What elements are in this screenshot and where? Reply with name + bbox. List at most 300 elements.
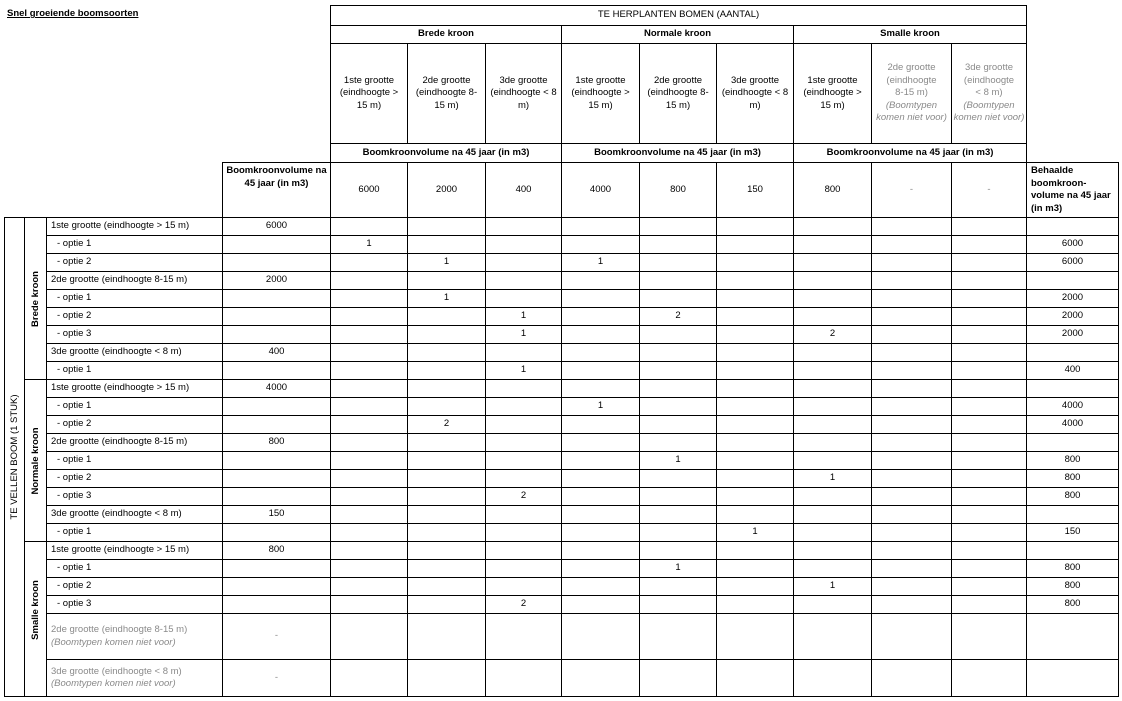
table-cell — [716, 523, 793, 541]
table-cell — [951, 307, 1026, 325]
table-cell — [951, 379, 1026, 397]
row-volume — [222, 307, 330, 325]
table-cell — [561, 541, 639, 559]
table-cell — [951, 559, 1026, 577]
row-result — [1026, 217, 1118, 235]
table-cell-value: 2 — [829, 328, 836, 339]
size-header-text — [416, 75, 477, 113]
table-cell — [330, 253, 407, 271]
table-cell — [716, 271, 793, 289]
table-cell — [793, 595, 871, 613]
table-cell — [716, 659, 793, 696]
size-header-line: (eindhoogte < 8 — [721, 87, 789, 99]
size-header-text — [722, 75, 788, 113]
row-group-label: Brede kroon — [29, 270, 41, 327]
table-cell — [485, 433, 561, 451]
row-result-value: 800 — [1064, 490, 1081, 502]
row-label — [46, 469, 222, 487]
side-label — [4, 217, 24, 696]
table-cell — [871, 361, 951, 379]
row-label — [46, 235, 222, 253]
row-result-value: 6000 — [1061, 238, 1084, 250]
size-header-line: 2de grootte — [653, 74, 703, 86]
size-header-line: m) — [517, 99, 530, 111]
table-cell — [951, 325, 1026, 343]
table-cell — [407, 217, 485, 235]
table-cell — [561, 379, 639, 397]
table-cell — [951, 361, 1026, 379]
table-cell — [407, 415, 485, 433]
table-cell — [561, 559, 639, 577]
table-cell-value: 1 — [675, 562, 681, 573]
table-cell — [407, 659, 485, 696]
table-cell — [330, 613, 407, 659]
table-cell — [871, 325, 951, 343]
row-label — [46, 415, 222, 433]
table-cell — [561, 659, 639, 696]
row-label-text: 1ste grootte (eindhoogte > 15 m) — [51, 220, 190, 232]
row-label — [46, 343, 222, 361]
table-cell — [330, 361, 407, 379]
table-cell — [407, 361, 485, 379]
table-cell — [407, 271, 485, 289]
result-header-label: Behaalde boomkroon-volume na 45 jaar (in m3) — [1031, 165, 1111, 214]
row-volume-text: 800 — [268, 544, 285, 555]
table-cell — [407, 397, 485, 415]
row-label-text: - optie 1 — [57, 238, 92, 250]
size-header-6 — [716, 43, 793, 143]
row-label-text: 3de grootte (eindhoogte < 8 m) — [51, 346, 182, 358]
table-cell — [485, 659, 561, 696]
table-cell — [561, 271, 639, 289]
size-header-text — [571, 75, 629, 113]
table-cell — [330, 271, 407, 289]
table-cell — [407, 469, 485, 487]
table-cell — [561, 613, 639, 659]
row-label — [46, 559, 222, 577]
table-cell — [485, 271, 561, 289]
size-header-line: 15 m) — [665, 99, 691, 111]
row-label — [46, 541, 222, 559]
volume-value-8 — [871, 162, 951, 217]
row-volume — [222, 577, 330, 595]
row-result — [1026, 253, 1118, 271]
size-header-text — [872, 62, 951, 125]
size-header-9 — [951, 43, 1026, 143]
table-cell — [485, 379, 561, 397]
row-label-text: - optie 1 — [57, 454, 92, 466]
size-header-line: (eindhoogte 8- — [415, 87, 478, 99]
table-cell — [330, 541, 407, 559]
row-volume — [222, 523, 330, 541]
table-cell — [793, 659, 871, 696]
side-label-text: TE VELLEN BOOM (1 STUK) — [8, 394, 20, 520]
table-cell — [561, 217, 639, 235]
table-cell — [639, 541, 716, 559]
table-cell-value: 2 — [520, 598, 527, 609]
volume-header-label: Boomkroonvolume na 45 jaar (in m3) — [826, 146, 994, 158]
row-label — [46, 659, 222, 696]
table-cell — [716, 253, 793, 271]
table-cell-value: 1 — [520, 364, 527, 375]
table-cell — [639, 559, 716, 577]
row-result-value: 800 — [1064, 562, 1081, 574]
table-cell — [716, 307, 793, 325]
table-cell — [561, 307, 639, 325]
row-result — [1026, 469, 1118, 487]
table-cell — [793, 397, 871, 415]
volume-value: 6000 — [358, 183, 380, 195]
table-cell — [639, 523, 716, 541]
row-volume — [222, 343, 330, 361]
size-header-2 — [407, 43, 485, 143]
table-cell — [330, 659, 407, 696]
row-label — [46, 487, 222, 505]
table-cell-value: 1 — [597, 400, 604, 411]
table-cell — [330, 469, 407, 487]
table-cell — [485, 469, 561, 487]
table-cell — [561, 289, 639, 307]
row-volume-text: 400 — [268, 346, 285, 357]
row-volume — [222, 595, 330, 613]
table-cell — [407, 559, 485, 577]
size-header-line: (eindhoogte > — [339, 87, 399, 99]
row-result-value: 800 — [1064, 580, 1081, 592]
table-cell — [871, 469, 951, 487]
row-label-text: 1ste grootte (eindhoogte > 15 m) — [51, 382, 190, 394]
table-cell — [793, 505, 871, 523]
table-cell — [951, 397, 1026, 415]
table-cell — [716, 451, 793, 469]
table-cell — [639, 433, 716, 451]
size-header-line: 3de grootte — [499, 74, 548, 86]
size-header-7 — [793, 43, 871, 143]
table-cell — [485, 217, 561, 235]
volume-value-2 — [407, 162, 485, 217]
table-cell — [951, 469, 1026, 487]
row-label — [46, 217, 222, 235]
table-cell — [639, 397, 716, 415]
row-label-wrap — [51, 624, 187, 649]
table-cell — [871, 659, 951, 696]
size-header-8 — [871, 43, 951, 143]
row-result-value: 800 — [1064, 454, 1081, 466]
table-cell — [485, 253, 561, 271]
volume-value: 2000 — [435, 183, 458, 195]
table-cell — [485, 397, 561, 415]
volume-value: 800 — [670, 183, 686, 195]
row-result-value: 4000 — [1061, 400, 1084, 412]
row-label — [46, 433, 222, 451]
table-cell — [951, 505, 1026, 523]
table-cell — [716, 325, 793, 343]
table-cell — [716, 541, 793, 559]
table-cell — [639, 577, 716, 595]
table-cell — [639, 307, 716, 325]
table-cell — [951, 415, 1026, 433]
result-header — [1026, 162, 1118, 217]
table-cell — [871, 487, 951, 505]
volume-header-label: Boomkroonvolume na 45 jaar (in m3) — [594, 146, 761, 158]
row-result — [1026, 523, 1118, 541]
header-group-label: Brede kroon — [418, 28, 474, 40]
row-volume-text: 150 — [268, 508, 285, 519]
size-header-text — [340, 75, 398, 113]
table-cell — [330, 379, 407, 397]
row-volume — [222, 235, 330, 253]
table-cell — [639, 505, 716, 523]
table-cell — [716, 343, 793, 361]
table-cell — [485, 559, 561, 577]
size-header-line: 8-15 m) — [895, 87, 928, 99]
size-header-line: m) — [749, 99, 761, 111]
volume-header-2 — [561, 143, 793, 162]
table-cell — [716, 559, 793, 577]
row-label-text: - optie 3 — [57, 328, 92, 340]
table-cell — [330, 217, 407, 235]
row-volume-text: 6000 — [265, 220, 288, 231]
table-cell — [330, 289, 407, 307]
table-cell — [639, 217, 716, 235]
table-cell — [951, 523, 1026, 541]
row-label — [46, 397, 222, 415]
table-cell — [716, 289, 793, 307]
header-group-1 — [330, 25, 561, 43]
table-cell — [793, 343, 871, 361]
row-result — [1026, 541, 1118, 559]
table-cell — [407, 577, 485, 595]
table-cell — [951, 253, 1026, 271]
row-volume-text: 2000 — [265, 274, 288, 285]
row-label — [46, 595, 222, 613]
row-volume-text: 4000 — [265, 382, 288, 393]
volume-value: - — [909, 183, 914, 195]
table-cell — [485, 505, 561, 523]
table-cell — [871, 595, 951, 613]
table-cell — [871, 253, 951, 271]
size-header-line: (eindhoogte — [886, 74, 937, 86]
table-cell — [485, 523, 561, 541]
row-result — [1026, 271, 1118, 289]
size-header-line: (eindhoogte > — [803, 87, 862, 99]
row-result — [1026, 379, 1118, 397]
size-header-line: 15 m) — [434, 99, 459, 111]
table-cell — [716, 577, 793, 595]
table-cell — [951, 433, 1026, 451]
table-cell — [561, 343, 639, 361]
table-cell — [639, 253, 716, 271]
table-cell — [951, 487, 1026, 505]
table-cell — [330, 577, 407, 595]
table-cell — [407, 505, 485, 523]
row-label — [46, 271, 222, 289]
table-cell — [716, 379, 793, 397]
table-cell — [485, 289, 561, 307]
row-label — [46, 577, 222, 595]
table-cell — [951, 659, 1026, 696]
table-cell — [407, 253, 485, 271]
row-volume — [222, 397, 330, 415]
table-cell — [871, 433, 951, 451]
table-cell-value: 1 — [520, 310, 527, 321]
row-label — [46, 361, 222, 379]
row-label-text: 3de grootte (eindhoogte < 8 m) — [51, 665, 182, 677]
table-cell — [485, 451, 561, 469]
table-cell — [871, 235, 951, 253]
size-header-1 — [330, 43, 407, 143]
table-cell — [793, 271, 871, 289]
size-header-3 — [485, 43, 561, 143]
row-result — [1026, 577, 1118, 595]
size-header-line: 15 m) — [588, 99, 613, 111]
table-cell — [561, 361, 639, 379]
left-volume-header-label: Boomkroonvolume na 45 jaar (in m3) — [226, 165, 327, 189]
table-cell — [407, 451, 485, 469]
table-cell — [407, 487, 485, 505]
size-header-line: 3de grootte — [964, 62, 1014, 74]
table-cell — [951, 343, 1026, 361]
row-result — [1026, 613, 1118, 659]
table-cell — [485, 235, 561, 253]
volume-value: - — [987, 183, 991, 195]
size-header-4 — [561, 43, 639, 143]
row-volume — [222, 541, 330, 559]
table-cell — [485, 487, 561, 505]
table-cell — [561, 505, 639, 523]
row-label — [46, 379, 222, 397]
row-volume-text: 800 — [268, 436, 285, 447]
header-right-border — [1026, 5, 1027, 162]
size-header-text — [490, 75, 556, 113]
row-volume — [222, 217, 330, 235]
size-header-line: (eindhoogte < 8 — [490, 87, 557, 99]
table-cell — [485, 541, 561, 559]
table-cell — [793, 289, 871, 307]
volume-header-3 — [793, 143, 1026, 162]
table-cell — [716, 235, 793, 253]
table-cell — [793, 379, 871, 397]
table-cell — [407, 325, 485, 343]
volume-value-6 — [716, 162, 793, 217]
row-label-text: - optie 1 — [57, 400, 92, 412]
volume-value: 800 — [824, 183, 841, 195]
table-cell — [330, 487, 407, 505]
header-top — [330, 5, 1026, 25]
table-cell — [871, 289, 951, 307]
table-cell — [407, 289, 485, 307]
volume-value-1 — [330, 162, 407, 217]
size-header-line: 15 m) — [356, 99, 382, 111]
volume-value-5 — [639, 162, 716, 217]
size-header-line: 3de grootte — [730, 74, 780, 86]
row-label-text: - optie 2 — [57, 256, 92, 268]
table-cell-value: 1 — [443, 256, 450, 267]
size-header-line: (eindhoogte — [963, 74, 1015, 86]
table-cell — [716, 433, 793, 451]
table-cell-value: 1 — [752, 526, 758, 537]
row-label-wrap — [51, 666, 182, 691]
table-cell — [951, 595, 1026, 613]
table-cell-value: 1 — [829, 472, 836, 483]
table-cell — [716, 613, 793, 659]
row-label-text: - optie 2 — [57, 472, 92, 484]
row-label-text: 3de grootte (eindhoogte < 8 m) — [51, 508, 182, 520]
row-group-label: Smalle kroon — [29, 579, 41, 640]
table-cell — [485, 343, 561, 361]
table-cell — [330, 343, 407, 361]
table-cell — [716, 487, 793, 505]
row-result-value: 800 — [1064, 472, 1081, 484]
table-cell — [561, 487, 639, 505]
table-cell — [639, 595, 716, 613]
table-cell — [871, 613, 951, 659]
row-result — [1026, 235, 1118, 253]
table-cell — [330, 433, 407, 451]
table-cell — [639, 415, 716, 433]
row-result — [1026, 325, 1118, 343]
row-result — [1026, 415, 1118, 433]
table-cell — [330, 235, 407, 253]
table-cell — [561, 235, 639, 253]
table-bottom-border — [4, 696, 1119, 697]
size-header-text — [952, 62, 1026, 125]
table-cell — [716, 397, 793, 415]
row-result — [1026, 289, 1118, 307]
table-cell — [793, 487, 871, 505]
row-label-text: 1ste grootte (eindhoogte > 15 m) — [51, 544, 190, 556]
table-cell — [871, 505, 951, 523]
row-volume — [222, 559, 330, 577]
row-label-text: 2de grootte (eindhoogte 8-15 m) — [51, 436, 188, 448]
size-header-line: (eindhoogte 8- — [647, 87, 709, 99]
size-header-line: 2de grootte — [887, 62, 936, 74]
header-group-label: Smalle kroon — [880, 28, 940, 40]
row-result-value: 2000 — [1061, 310, 1084, 322]
table-cell — [330, 559, 407, 577]
row-label — [46, 613, 222, 659]
row-label-text: - optie 3 — [57, 598, 92, 610]
table-cell — [951, 541, 1026, 559]
row-label-text: - optie 1 — [57, 364, 92, 376]
size-header-text — [647, 75, 708, 113]
table-cell — [330, 451, 407, 469]
table-cell — [793, 451, 871, 469]
row-group-2 — [24, 379, 46, 541]
row-result — [1026, 487, 1118, 505]
row-result — [1026, 307, 1118, 325]
size-header-5 — [639, 43, 716, 143]
table-cell — [330, 397, 407, 415]
row-label-text: - optie 1 — [57, 562, 92, 574]
table-cell — [561, 577, 639, 595]
row-group-1 — [24, 217, 46, 379]
size-header-note: (Boomtypen komen niet voor) — [876, 99, 947, 124]
table-cell — [793, 415, 871, 433]
row-result-value: 2000 — [1061, 292, 1084, 304]
table-cell — [793, 217, 871, 235]
size-header-line: 1ste grootte — [575, 74, 626, 86]
table-cell — [793, 541, 871, 559]
table-cell — [871, 541, 951, 559]
table-cell-value: 2 — [675, 310, 681, 321]
row-volume — [222, 487, 330, 505]
size-header-line: < 8 m) — [975, 87, 1003, 99]
row-volume — [222, 659, 330, 696]
table-cell-value: 1 — [366, 238, 372, 249]
row-volume — [222, 379, 330, 397]
table-cell — [407, 595, 485, 613]
table-cell-value: 2 — [520, 490, 527, 501]
